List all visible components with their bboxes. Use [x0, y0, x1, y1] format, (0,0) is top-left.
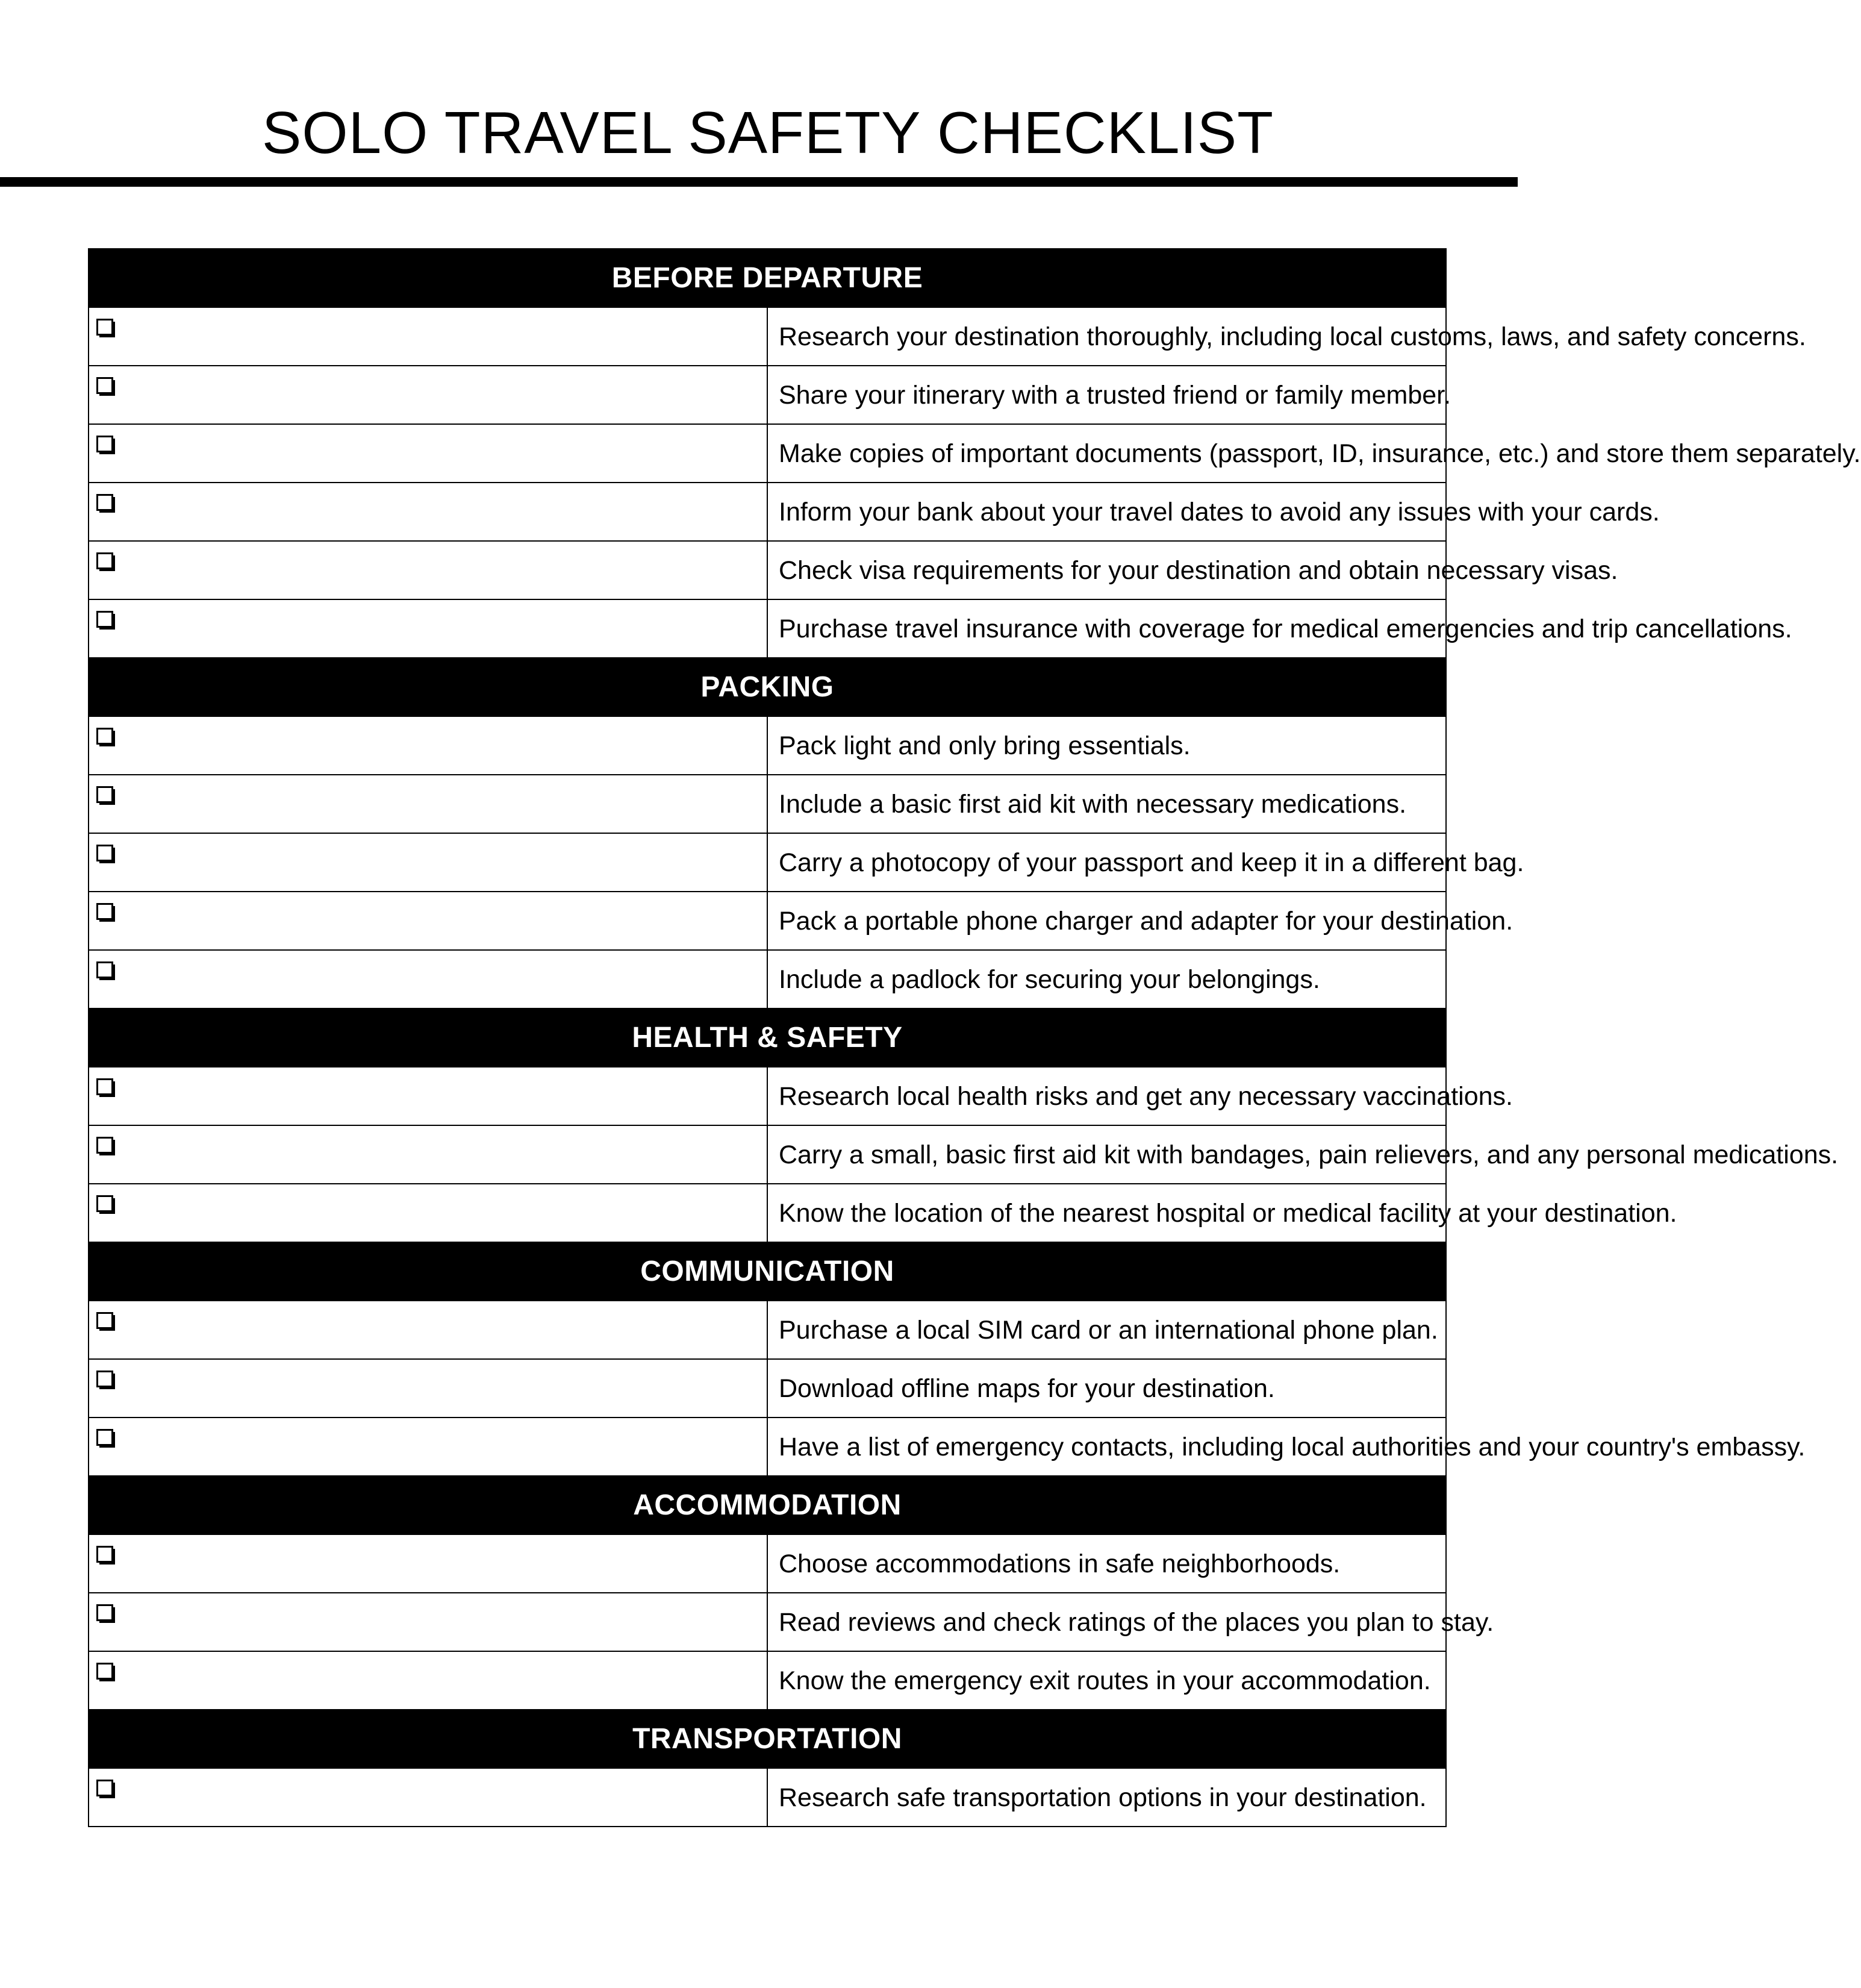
checklist-item	[89, 599, 1446, 658]
checklist-item	[89, 1125, 1446, 1184]
checkbox[interactable]	[96, 1780, 113, 1796]
checklist-item-text: Make copies of important documents (passport, ID, insurance, etc.) and store them separately.	[767, 424, 1446, 483]
checkbox-cell	[89, 892, 767, 950]
checklist-item	[89, 833, 1446, 892]
checklist-item-text: Check visa requirements for your destination and obtain necessary visas.	[767, 541, 1446, 599]
checkbox-cell	[89, 1184, 767, 1242]
checkbox[interactable]	[96, 728, 113, 745]
page-title: SOLO TRAVEL SAFETY CHECKLIST	[262, 99, 1274, 166]
checklist-item-text: Know the location of the nearest hospital or medical facility at your destination.	[767, 1184, 1446, 1242]
checklist-item-text: Purchase a local SIM card or an international phone plan.	[767, 1301, 1446, 1359]
checkbox-cell	[89, 1301, 767, 1359]
checkbox[interactable]	[96, 1371, 113, 1387]
checklist-item	[89, 1593, 1446, 1651]
checkbox[interactable]	[96, 845, 113, 861]
checklist-table	[88, 248, 1861, 1827]
checklist-item	[89, 307, 1446, 366]
checklist-item	[89, 366, 1446, 424]
checklist-item	[89, 1534, 1446, 1593]
checkbox-cell	[89, 483, 767, 541]
checklist-item	[89, 1359, 1446, 1418]
checkbox[interactable]	[96, 903, 113, 920]
section-header-row	[89, 1710, 1446, 1768]
checklist-item-text: Pack a portable phone charger and adapter for your destination.	[767, 892, 1446, 950]
section-heading: TRANSPORTATION	[89, 1710, 1446, 1768]
checkbox-cell	[89, 1534, 767, 1593]
checklist-item-text: Download offline maps for your destination.	[767, 1359, 1446, 1418]
checklist-item	[89, 1067, 1446, 1125]
checkbox[interactable]	[96, 1137, 113, 1154]
checkbox[interactable]	[96, 436, 113, 452]
checkbox-cell	[89, 1768, 767, 1827]
checklist-item	[89, 775, 1446, 833]
checkbox-cell	[89, 366, 767, 424]
title-divider	[0, 177, 1518, 187]
section-heading: COMMUNICATION	[89, 1242, 1446, 1301]
checklist-item	[89, 1301, 1446, 1359]
checkbox-cell	[89, 716, 767, 775]
checklist-item-text: Purchase travel insurance with coverage for medical emergencies and trip cancellations.	[767, 599, 1446, 658]
checkbox[interactable]	[96, 1312, 113, 1329]
checklist-item	[89, 1418, 1446, 1476]
checklist-item-text: Research local health risks and get any necessary vaccinations.	[767, 1067, 1446, 1125]
checkbox[interactable]	[96, 611, 113, 628]
checkbox[interactable]	[96, 1663, 113, 1680]
section-heading: BEFORE DEPARTURE	[89, 249, 1446, 307]
checklist-item	[89, 1184, 1446, 1242]
checklist-item-text: Include a padlock for securing your belongings.	[767, 950, 1446, 1008]
checklist-item-text: Know the emergency exit routes in your accommodation.	[767, 1651, 1446, 1710]
checklist-item-text: Choose accommodations in safe neighborhoods.	[767, 1534, 1446, 1593]
checklist-item-text: Research safe transportation options in your destination.	[767, 1768, 1446, 1827]
checkbox-cell	[89, 1593, 767, 1651]
checkbox[interactable]	[96, 1604, 113, 1621]
section-header-row	[89, 1242, 1446, 1301]
checkbox-cell	[89, 541, 767, 599]
checklist-item	[89, 424, 1446, 483]
checkbox-cell	[89, 1359, 767, 1418]
checklist-item	[89, 541, 1446, 599]
checkbox[interactable]	[96, 377, 113, 394]
checkbox[interactable]	[96, 1546, 113, 1563]
checklist-item	[89, 892, 1446, 950]
checkbox-cell	[89, 1067, 767, 1125]
checkbox[interactable]	[96, 494, 113, 511]
checkbox-cell	[89, 950, 767, 1008]
checkbox[interactable]	[96, 319, 113, 336]
checklist-item	[89, 1768, 1446, 1827]
checklist-item-text: Carry a photocopy of your passport and keep it in a different bag.	[767, 833, 1446, 892]
checkbox-cell	[89, 307, 767, 366]
section-header-row	[89, 1008, 1446, 1067]
section-header-row	[89, 1476, 1446, 1534]
checklist-item-text: Carry a small, basic first aid kit with bandages, pain relievers, and any personal medications.	[767, 1125, 1446, 1184]
checkbox[interactable]	[96, 786, 113, 803]
checkbox-cell	[89, 1651, 767, 1710]
checklist-item	[89, 950, 1446, 1008]
checklist-item-text: Read reviews and check ratings of the places you plan to stay.	[767, 1593, 1446, 1651]
section-heading: PACKING	[89, 658, 1446, 716]
section-header-row	[89, 249, 1446, 307]
checklist-item-text: Pack light and only bring essentials.	[767, 716, 1446, 775]
checklist-item	[89, 716, 1446, 775]
section-heading: HEALTH & SAFETY	[89, 1008, 1446, 1067]
checkbox[interactable]	[96, 1078, 113, 1095]
checkbox-cell	[89, 1125, 767, 1184]
checklist-item-text: Inform your bank about your travel dates to avoid any issues with your cards.	[767, 483, 1446, 541]
checklist-item-text: Research your destination thoroughly, including local customs, laws, and safety concerns.	[767, 307, 1446, 366]
checkbox-cell	[89, 775, 767, 833]
checklist-item	[89, 1651, 1446, 1710]
checklist-item-text: Include a basic first aid kit with necessary medications.	[767, 775, 1446, 833]
section-heading: ACCOMMODATION	[89, 1476, 1446, 1534]
checkbox-cell	[89, 833, 767, 892]
checkbox[interactable]	[96, 1429, 113, 1446]
checkbox-cell	[89, 599, 767, 658]
checklist-item-text: Share your itinerary with a trusted friend or family member.	[767, 366, 1446, 424]
checkbox[interactable]	[96, 552, 113, 569]
checkbox[interactable]	[96, 961, 113, 978]
checkbox[interactable]	[96, 1195, 113, 1212]
checklist-item-text: Have a list of emergency contacts, including local authorities and your country's embassy.	[767, 1418, 1446, 1476]
checklist-item	[89, 483, 1446, 541]
checkbox-cell	[89, 424, 767, 483]
section-header-row	[89, 658, 1446, 716]
checkbox-cell	[89, 1418, 767, 1476]
